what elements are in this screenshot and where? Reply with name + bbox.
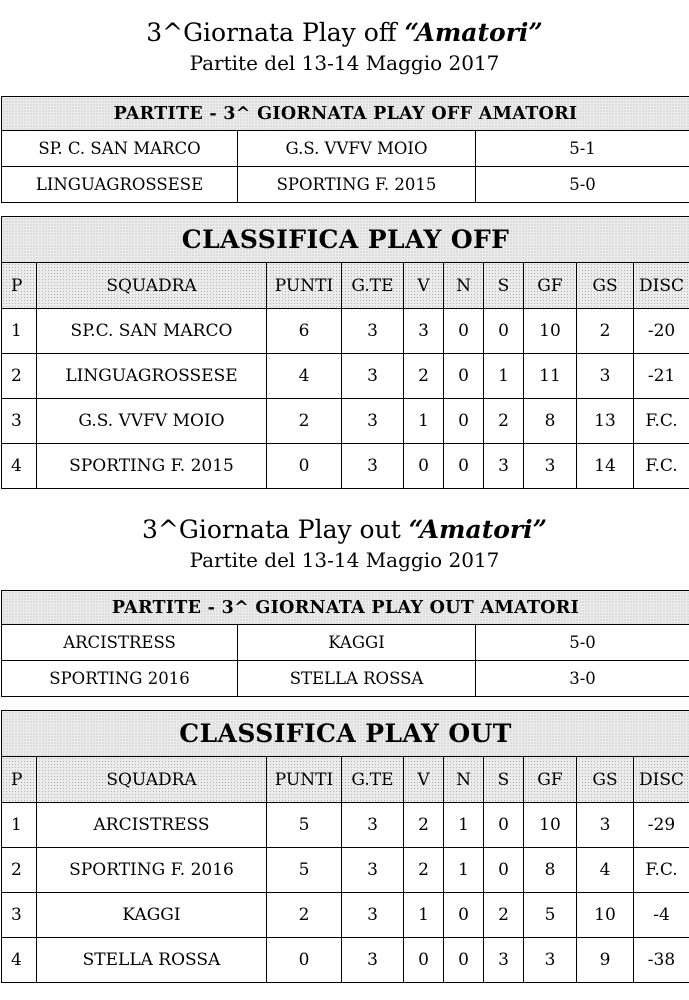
cell-p: 3 <box>2 399 37 444</box>
cell-p: 4 <box>2 938 37 983</box>
cell-disc: -29 <box>634 803 689 848</box>
cell-v: 1 <box>404 893 444 938</box>
cell-v: 0 <box>404 938 444 983</box>
cell-s: 3 <box>484 938 524 983</box>
cell-team: G.S. VVFV MOIO <box>37 399 267 444</box>
cell-gs: 9 <box>577 938 634 983</box>
playout-title-emphasis: “Amatori” <box>408 515 547 544</box>
playout-standings-title: CLASSIFICA PLAY OUT <box>2 711 689 757</box>
playoff-standings-table <box>1 216 689 489</box>
playout-matches-table <box>1 590 689 697</box>
col-header-gte: G.TE <box>342 263 404 309</box>
table-row <box>2 309 689 354</box>
col-header-gf: GF <box>524 263 577 309</box>
table-row <box>2 399 689 444</box>
cell-gte: 3 <box>342 444 404 489</box>
cell-s: 2 <box>484 893 524 938</box>
cell-s: 0 <box>484 803 524 848</box>
cell-punti: 0 <box>267 444 342 489</box>
col-header-disc: DISC <box>634 757 689 803</box>
cell-punti: 5 <box>267 803 342 848</box>
playoff-standings-title: CLASSIFICA PLAY OFF <box>2 217 689 263</box>
cell-v: 2 <box>404 803 444 848</box>
match-home: SP. C. SAN MARCO <box>2 131 238 167</box>
table-row <box>2 444 689 489</box>
col-header-team: SQUADRA <box>37 757 267 803</box>
cell-gs: 13 <box>577 399 634 444</box>
cell-s: 3 <box>484 444 524 489</box>
match-home: ARCISTRESS <box>2 625 238 661</box>
cell-v: 0 <box>404 444 444 489</box>
playout-subtitle: Partite del 13-14 Maggio 2017 <box>189 548 500 572</box>
playoff-subtitle: Partite del 13-14 Maggio 2017 <box>189 51 500 75</box>
col-header-p: P <box>2 757 37 803</box>
cell-s: 0 <box>484 848 524 893</box>
cell-team: LINGUAGROSSESE <box>37 354 267 399</box>
cell-disc: -21 <box>634 354 689 399</box>
cell-n: 0 <box>444 309 484 354</box>
cell-p: 2 <box>2 354 37 399</box>
col-header-gte: G.TE <box>342 757 404 803</box>
cell-n: 0 <box>444 938 484 983</box>
cell-disc: -4 <box>634 893 689 938</box>
cell-gs: 4 <box>577 848 634 893</box>
col-header-v: V <box>404 263 444 309</box>
match-away: SPORTING F. 2015 <box>238 167 476 203</box>
playoff-matches-table <box>1 96 689 203</box>
col-header-p: P <box>2 263 37 309</box>
cell-n: 0 <box>444 354 484 399</box>
playout-matches-title: PARTITE - 3^ GIORNATA PLAY OUT AMATORI <box>2 591 689 625</box>
cell-punti: 0 <box>267 938 342 983</box>
cell-gf: 10 <box>524 309 577 354</box>
playoff-title-emphasis: “Amatori” <box>404 18 543 47</box>
cell-team: SP.C. SAN MARCO <box>37 309 267 354</box>
col-header-n: N <box>444 757 484 803</box>
cell-v: 1 <box>404 399 444 444</box>
cell-gf: 10 <box>524 803 577 848</box>
playout-title: 3^Giornata Play out “Amatori” <box>142 515 547 544</box>
cell-p: 3 <box>2 893 37 938</box>
match-away: G.S. VVFV MOIO <box>238 131 476 167</box>
cell-v: 2 <box>404 848 444 893</box>
cell-disc: F.C. <box>634 444 689 489</box>
col-header-s: S <box>484 263 524 309</box>
cell-s: 0 <box>484 309 524 354</box>
cell-punti: 2 <box>267 893 342 938</box>
standings-header-row <box>2 757 689 803</box>
col-header-n: N <box>444 263 484 309</box>
cell-gs: 14 <box>577 444 634 489</box>
cell-disc: F.C. <box>634 399 689 444</box>
cell-p: 1 <box>2 309 37 354</box>
cell-gte: 3 <box>342 354 404 399</box>
cell-gte: 3 <box>342 938 404 983</box>
cell-punti: 5 <box>267 848 342 893</box>
cell-gte: 3 <box>342 848 404 893</box>
cell-gs: 3 <box>577 803 634 848</box>
playout-heading <box>0 517 689 570</box>
cell-gs: 3 <box>577 354 634 399</box>
cell-team: ARCISTRESS <box>37 803 267 848</box>
match-row <box>2 625 689 661</box>
cell-n: 0 <box>444 893 484 938</box>
table-row <box>2 354 689 399</box>
col-header-gs: GS <box>577 263 634 309</box>
cell-p: 4 <box>2 444 37 489</box>
playoff-heading <box>0 20 689 73</box>
cell-gf: 3 <box>524 938 577 983</box>
cell-punti: 6 <box>267 309 342 354</box>
match-away: STELLA ROSSA <box>238 661 476 697</box>
standings-header-row <box>2 263 689 309</box>
cell-v: 3 <box>404 309 444 354</box>
cell-gte: 3 <box>342 309 404 354</box>
cell-n: 0 <box>444 399 484 444</box>
match-home: LINGUAGROSSESE <box>2 167 238 203</box>
table-row <box>2 803 689 848</box>
cell-disc: -38 <box>634 938 689 983</box>
cell-s: 1 <box>484 354 524 399</box>
cell-disc: F.C. <box>634 848 689 893</box>
cell-n: 0 <box>444 444 484 489</box>
playoff-title: 3^Giornata Play off “Amatori” <box>146 18 543 47</box>
cell-p: 2 <box>2 848 37 893</box>
cell-gte: 3 <box>342 893 404 938</box>
cell-punti: 4 <box>267 354 342 399</box>
cell-gf: 8 <box>524 848 577 893</box>
col-header-team: SQUADRA <box>37 263 267 309</box>
cell-gf: 5 <box>524 893 577 938</box>
match-score: 5-1 <box>476 131 689 167</box>
cell-gte: 3 <box>342 399 404 444</box>
match-score: 3-0 <box>476 661 689 697</box>
col-header-s: S <box>484 757 524 803</box>
cell-gf: 11 <box>524 354 577 399</box>
table-row <box>2 893 689 938</box>
col-header-v: V <box>404 757 444 803</box>
cell-n: 1 <box>444 803 484 848</box>
cell-team: KAGGI <box>37 893 267 938</box>
cell-n: 1 <box>444 848 484 893</box>
cell-team: SPORTING F. 2016 <box>37 848 267 893</box>
cell-disc: -20 <box>634 309 689 354</box>
match-score: 5-0 <box>476 167 689 203</box>
match-away: KAGGI <box>238 625 476 661</box>
cell-team: SPORTING F. 2015 <box>37 444 267 489</box>
cell-gte: 3 <box>342 803 404 848</box>
match-row <box>2 167 689 203</box>
col-header-disc: DISC <box>634 263 689 309</box>
cell-gs: 10 <box>577 893 634 938</box>
col-header-punti: PUNTI <box>267 757 342 803</box>
col-header-gs: GS <box>577 757 634 803</box>
table-row <box>2 848 689 893</box>
table-row <box>2 938 689 983</box>
cell-gs: 2 <box>577 309 634 354</box>
cell-punti: 2 <box>267 399 342 444</box>
cell-team: STELLA ROSSA <box>37 938 267 983</box>
col-header-punti: PUNTI <box>267 263 342 309</box>
match-home: SPORTING 2016 <box>2 661 238 697</box>
cell-v: 2 <box>404 354 444 399</box>
cell-s: 2 <box>484 399 524 444</box>
cell-gf: 3 <box>524 444 577 489</box>
col-header-gf: GF <box>524 757 577 803</box>
playoff-matches-title: PARTITE - 3^ GIORNATA PLAY OFF AMATORI <box>2 97 689 131</box>
cell-gf: 8 <box>524 399 577 444</box>
match-row <box>2 661 689 697</box>
match-row <box>2 131 689 167</box>
cell-p: 1 <box>2 803 37 848</box>
match-score: 5-0 <box>476 625 689 661</box>
playout-standings-table <box>1 710 689 983</box>
